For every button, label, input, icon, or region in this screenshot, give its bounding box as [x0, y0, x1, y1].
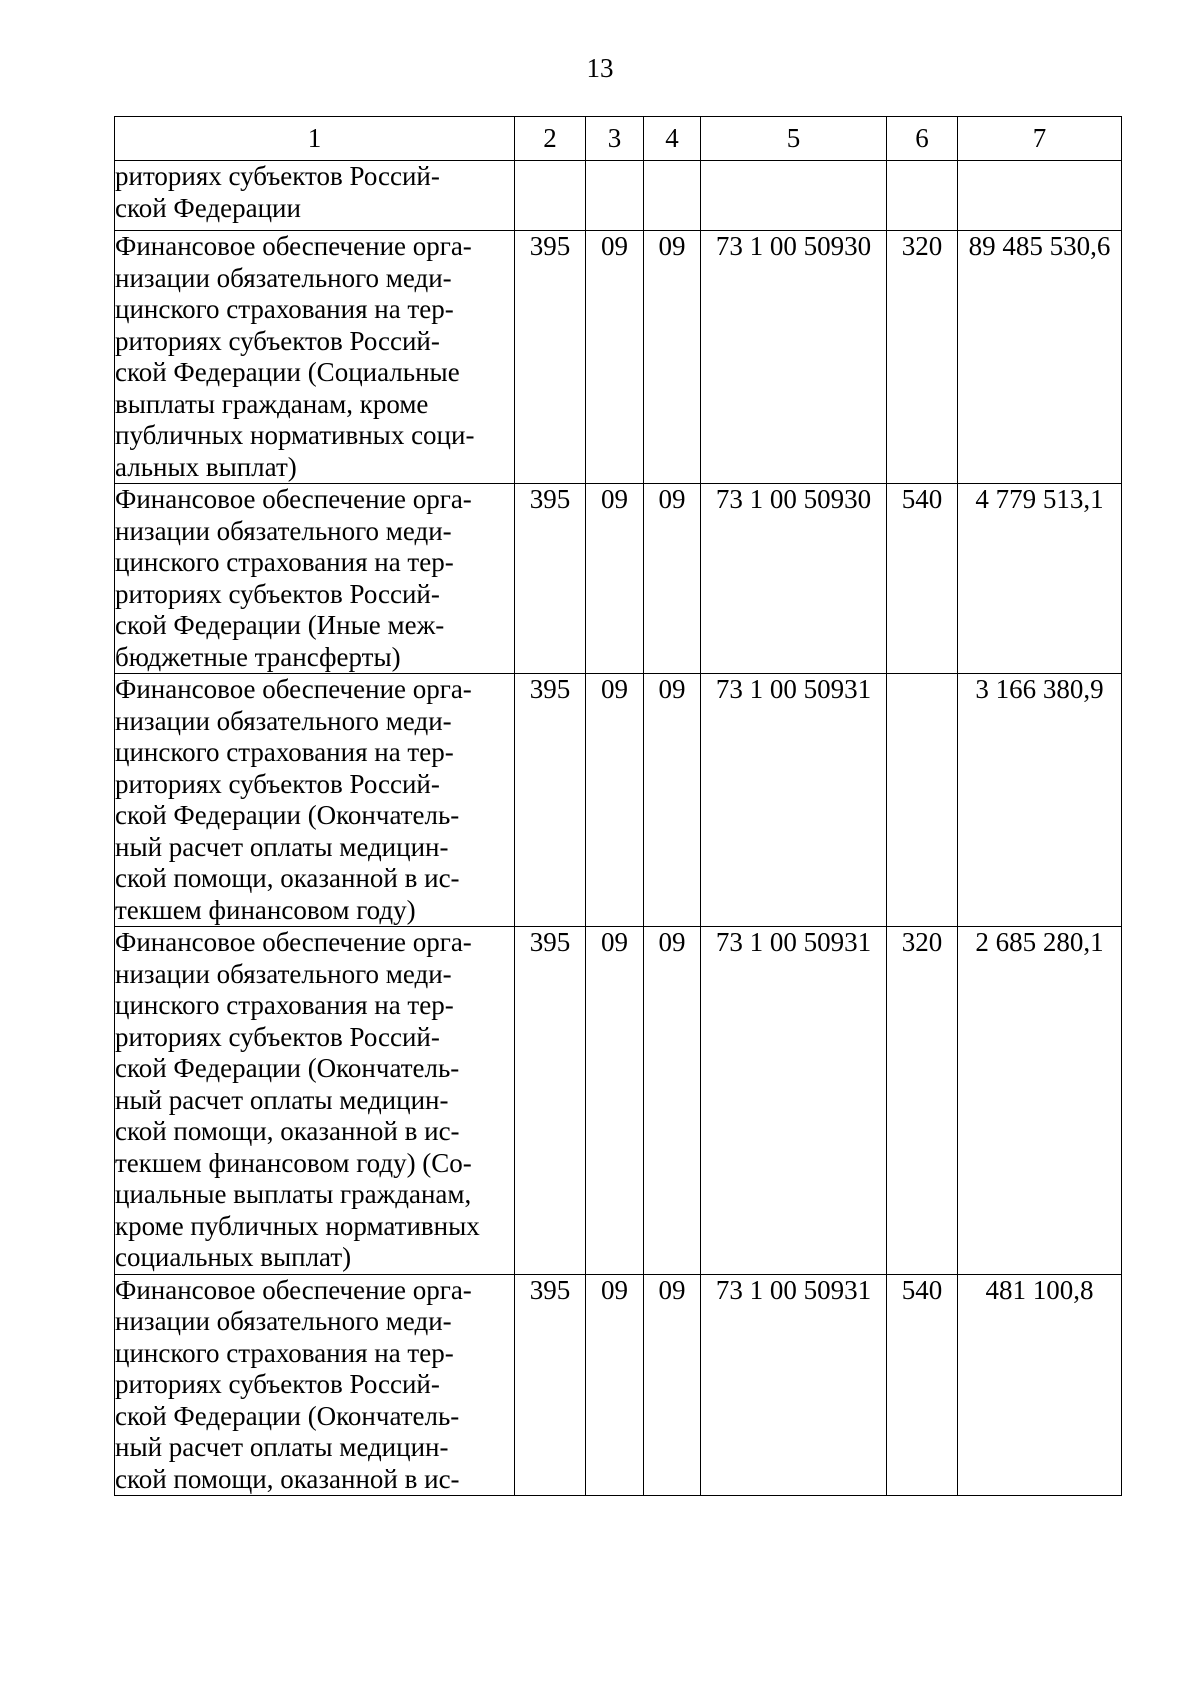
cell-code-section: 09: [586, 484, 644, 674]
header-col-6: 6: [887, 117, 958, 161]
page-number: 13: [586, 53, 614, 83]
header-col-2: 2: [515, 117, 586, 161]
cell-code-target: 73 1 00 50930: [701, 484, 887, 674]
cell-amount: 4 779 513,1: [958, 484, 1122, 674]
description-line: ской помощи, оказанной в ис-: [115, 1116, 460, 1146]
description-line: Финансовое обеспечение орга-: [115, 231, 472, 261]
description-line: Финансовое обеспечение орга-: [115, 484, 472, 514]
table-row: [115, 484, 1122, 674]
description-line: ный расчет оплаты медицин-: [115, 1432, 449, 1462]
description-line: альных выплат): [115, 451, 297, 482]
description-line: бюджетные трансферты): [115, 641, 401, 672]
description-line: кроме публичных нормативных: [115, 1210, 480, 1241]
cell-code-section: 09: [586, 231, 644, 484]
description-line: ской Федерации (Окончатель-: [115, 800, 460, 830]
description-line: ской Федерации (Окончатель-: [115, 1400, 460, 1431]
table-row: [115, 927, 1122, 1275]
description-line: низации обязательного меди-: [115, 515, 452, 546]
header-row: [115, 117, 1122, 161]
budget-table: [114, 116, 1122, 1496]
cell-code-target: 73 1 00 50931: [701, 674, 887, 927]
description-line: выплаты гражданам, кроме: [115, 388, 429, 419]
cell-description: [115, 1274, 515, 1496]
header-col-7: 7: [958, 117, 1122, 161]
cell-code-subsection: [644, 161, 701, 231]
cell-code-section: 09: [586, 1274, 644, 1496]
description-line: текшем финансовом году): [115, 894, 416, 925]
description-line: ской Федерации (Окончатель-: [115, 1053, 460, 1083]
cell-code-expense-type: 320: [887, 927, 958, 1275]
cell-code-expense-type: [887, 674, 958, 927]
description-line: Финансовое обеспечение орга-: [115, 1274, 472, 1305]
description-line: низации обязательного меди-: [115, 1306, 452, 1336]
description-line: риториях субъектов Россий-: [115, 1021, 440, 1052]
cell-code-subsection: 09: [644, 484, 701, 674]
header-col-1: 1: [115, 117, 515, 161]
cell-code-expense-type: 540: [887, 1274, 958, 1496]
cell-code-expense-type: 320: [887, 231, 958, 484]
header-col-3: 3: [586, 117, 644, 161]
description-line: риториях субъектов Россий-: [115, 325, 440, 356]
cell-description: [115, 161, 515, 231]
cell-code-section: [586, 161, 644, 231]
cell-code-target: 73 1 00 50931: [701, 1274, 887, 1496]
description-line: ской помощи, оказанной в ис-: [115, 1463, 460, 1494]
description-line: социальных выплат): [115, 1242, 352, 1272]
description-line: ской Федерации (Иные меж-: [115, 610, 445, 640]
cell-amount: 481 100,8: [958, 1274, 1122, 1496]
header-col-5: 5: [701, 117, 887, 161]
cell-code-section: 09: [586, 927, 644, 1275]
table-row: [115, 161, 1122, 231]
description-line: Финансовое обеспечение орга-: [115, 674, 472, 704]
description-line: риториях субъектов Россий-: [115, 578, 440, 609]
cell-code-expense-type: [887, 161, 958, 231]
cell-code-section: 09: [586, 674, 644, 927]
cell-code-admin: 395: [515, 674, 586, 927]
description-line: ный расчет оплаты медицин-: [115, 831, 449, 862]
cell-code-subsection: 09: [644, 231, 701, 484]
cell-code-admin: 395: [515, 1274, 586, 1496]
description-line: ской помощи, оказанной в ис-: [115, 863, 460, 893]
cell-code-target: 73 1 00 50930: [701, 231, 887, 484]
description-line: цинского страхования на тер-: [115, 294, 454, 324]
cell-code-target: 73 1 00 50931: [701, 927, 887, 1275]
description-line: низации обязательного меди-: [115, 705, 452, 736]
cell-code-admin: 395: [515, 484, 586, 674]
cell-amount: [958, 161, 1122, 231]
description-line: цинского страхования на тер-: [115, 990, 454, 1020]
description-line: риториях субъектов Россий-: [115, 768, 440, 799]
table-row: [115, 674, 1122, 927]
description-line: низации обязательного меди-: [115, 262, 452, 293]
description-line: публичных нормативных соци-: [115, 420, 475, 450]
table-row: [115, 231, 1122, 484]
description-line: риториях субъектов Россий-: [115, 161, 440, 191]
cell-amount: 89 485 530,6: [958, 231, 1122, 484]
cell-code-admin: 395: [515, 231, 586, 484]
description-line: ской Федерации: [115, 192, 301, 223]
cell-amount: 3 166 380,9: [958, 674, 1122, 927]
cell-description: [115, 484, 515, 674]
description-line: цинского страхования на тер-: [115, 737, 454, 767]
cell-code-subsection: 09: [644, 674, 701, 927]
cell-code-target: [701, 161, 887, 231]
cell-code-admin: [515, 161, 586, 231]
cell-code-expense-type: 540: [887, 484, 958, 674]
description-line: риториях субъектов Россий-: [115, 1369, 440, 1399]
cell-description: [115, 231, 515, 484]
description-line: текшем финансовом году) (Со-: [115, 1147, 472, 1178]
cell-code-subsection: 09: [644, 1274, 701, 1496]
description-line: циальные выплаты гражданам,: [115, 1179, 472, 1209]
cell-description: [115, 674, 515, 927]
description-line: низации обязательного меди-: [115, 958, 452, 989]
description-line: Финансовое обеспечение орга-: [115, 927, 472, 957]
table-header: [115, 117, 1122, 161]
description-line: цинского страхования на тер-: [115, 1337, 454, 1368]
header-col-4: 4: [644, 117, 701, 161]
table-body: [115, 161, 1122, 1496]
cell-description: [115, 927, 515, 1275]
table-row: [115, 1274, 1122, 1496]
cell-code-subsection: 09: [644, 927, 701, 1275]
description-line: ской Федерации (Социальные: [115, 357, 460, 387]
description-line: цинского страхования на тер-: [115, 547, 454, 577]
cell-code-admin: 395: [515, 927, 586, 1275]
description-line: ный расчет оплаты медицин-: [115, 1084, 449, 1115]
cell-amount: 2 685 280,1: [958, 927, 1122, 1275]
